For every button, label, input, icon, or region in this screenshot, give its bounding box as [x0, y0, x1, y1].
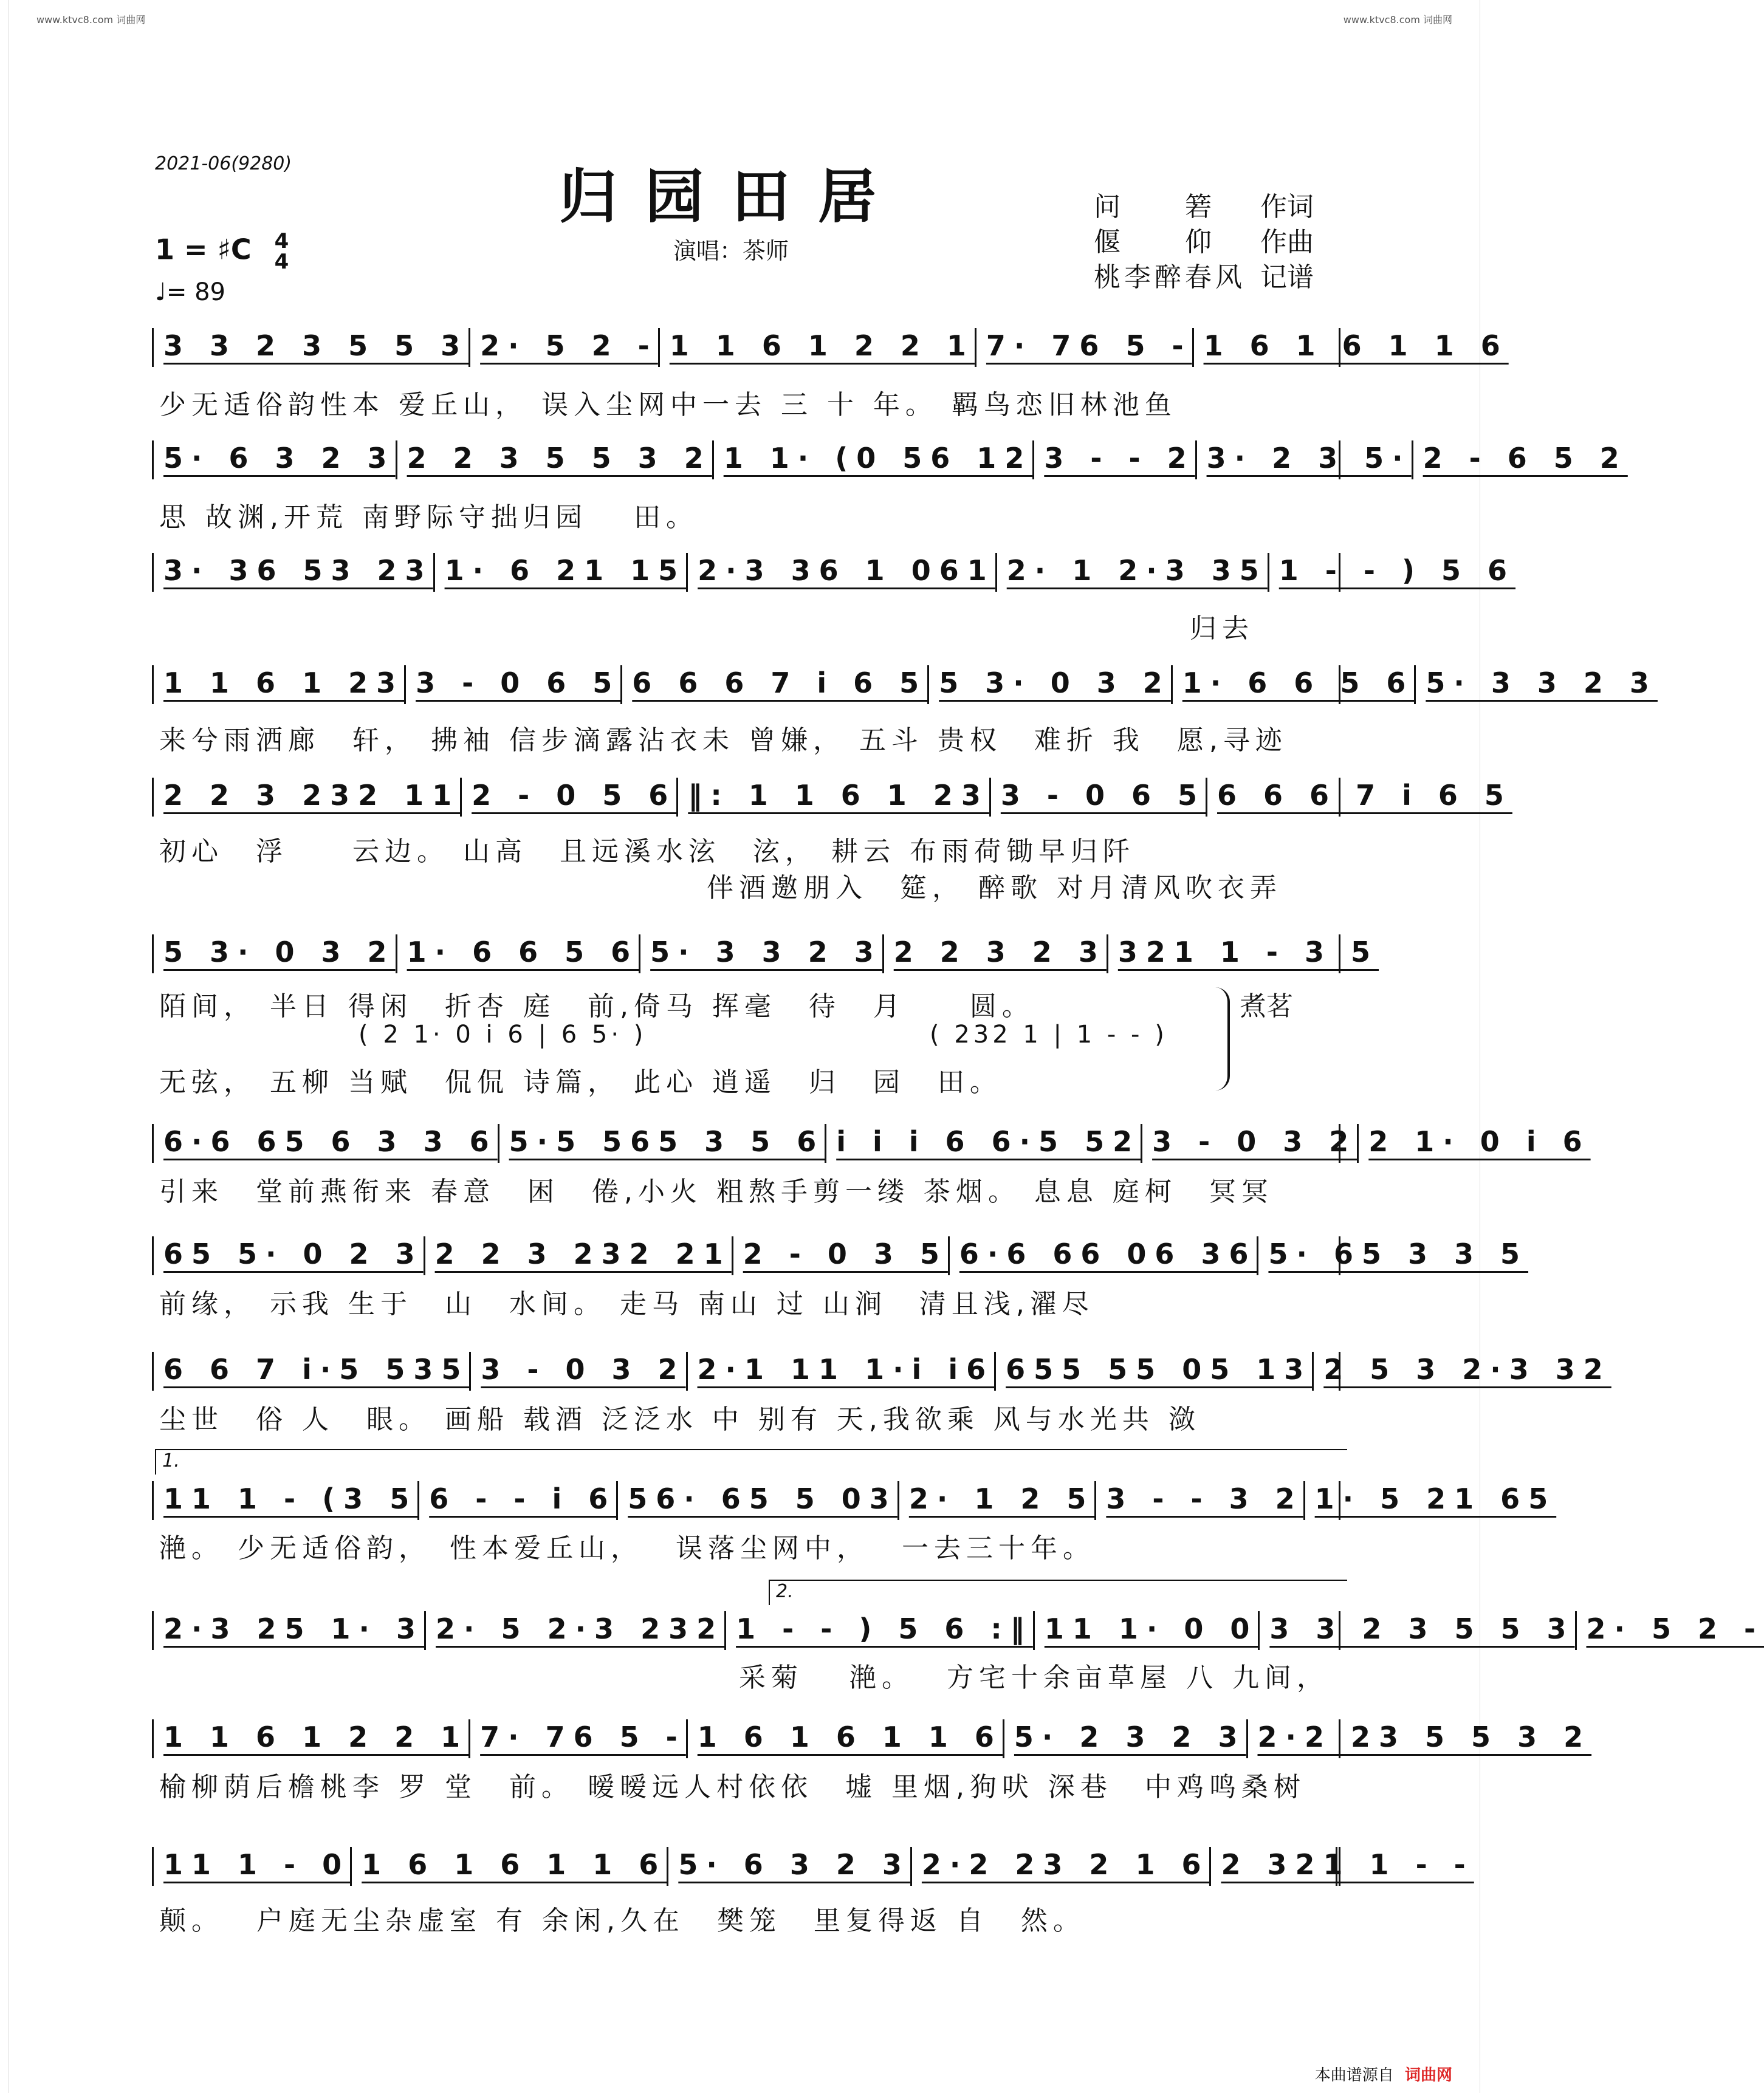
credit-name: 偃 仰: [1094, 227, 1215, 258]
measure: 3 - 0 6 5: [991, 778, 1207, 817]
key-signature: [155, 231, 289, 272]
measure: 6 6 6 7 i 6 5: [622, 665, 929, 704]
measure: 2· 5 2·3 232: [426, 1611, 726, 1650]
score-system: [152, 778, 1512, 817]
measure: 3 - - 3 2: [1096, 1481, 1305, 1520]
score-system: [152, 1236, 1529, 1275]
measure: 2· 1 2·3 35: [997, 553, 1269, 592]
measure: 2·1 11 1·i i6: [688, 1352, 997, 1391]
lyric-line: 陌间， 半日 得闲 折杏 庭 前,倚马 挥毫 待 月 圆。: [159, 991, 1034, 1022]
measure: 6 6 7 i·5 535: [154, 1352, 471, 1391]
measure: 5· 3 3 2 3: [1426, 666, 1658, 699]
measure: 1 6 1 6 1 1 6: [352, 1847, 668, 1886]
credit-lyrics: [1094, 190, 1314, 225]
measure: 3 - 0 3 2: [1142, 1124, 1359, 1163]
measure: 2· 1 2 5: [899, 1481, 1097, 1520]
footer-source: [1315, 2063, 1452, 2085]
song-title: 归园田居: [559, 162, 904, 231]
credits: [1094, 190, 1314, 295]
footer-text: 本曲谱源自: [1314, 2066, 1394, 2084]
side-lyric: 煮茗: [1240, 991, 1293, 1022]
measure: 5· 3 3 2 3: [640, 934, 884, 973]
score-system: [152, 1352, 1611, 1391]
measure: 11 1 - (3 5: [154, 1481, 419, 1520]
watermark-left: www.ktvc8.com 词曲网: [36, 14, 146, 26]
measure: 2 321 1 - -: [1221, 1848, 1474, 1881]
score-system: [152, 1719, 1592, 1758]
credit-name: 桃李醉春风: [1094, 262, 1246, 293]
credit-notation: [1094, 260, 1314, 295]
lyric-line: 尘世 俗 人 眼。 画船 载酒 泛泛水 中 别有 天,我欲乘 风与水光共 潋: [159, 1404, 1201, 1435]
measure: 65 5· 0 2 3: [154, 1236, 425, 1275]
measure: 11 1· 0 0: [1035, 1611, 1260, 1650]
measure: 7· 76 5 -: [976, 328, 1194, 367]
score-system: [152, 1124, 1591, 1163]
measure: 2 2 3 2 3: [884, 934, 1108, 973]
lyric-line: 初心 浮 云边。 山高 且远溪水泫 泫， 耕云 布雨荷锄早归阡: [159, 836, 1135, 867]
measure: 655 55 05 13: [996, 1352, 1314, 1391]
measure: 5·5 565 3 5 6: [499, 1124, 827, 1163]
measure: 3 - 0 6 5: [406, 665, 622, 704]
measure: 6 - - i 6: [419, 1481, 618, 1520]
lyric-line: 榆柳荫后檐桃李 罗 堂 前。 暧暧远人村依依 墟 里烟,狗吠 深巷 中鸡鸣桑树: [159, 1772, 1306, 1803]
volta-first-ending: 1.: [155, 1449, 1347, 1475]
credit-role: 作词: [1260, 191, 1314, 222]
measure: 2· 5 2 -: [470, 328, 660, 367]
measure: 6·6 65 6 3 3 6: [154, 1124, 499, 1163]
credit-role: 作曲: [1260, 227, 1314, 258]
watermark-right: www.ktvc8.com 词曲网: [1343, 14, 1452, 26]
lyric-line: 引来 堂前燕衔来 春意 困 倦,小火 粗熬手剪一缕 茶烟。 息息 庭柯 冥冥: [159, 1176, 1274, 1207]
measure: 11 1 - 0: [154, 1847, 352, 1886]
score-system: [152, 553, 1516, 592]
measure: 5· 6 3 2 3: [154, 440, 397, 479]
score-system: [152, 1611, 1764, 1650]
measure: 2 2 3 232 11: [154, 778, 462, 817]
measure: 1· 6 6 5 6: [397, 934, 641, 973]
left-margin-strip: [0, 0, 9, 2093]
measure: 1· 6 21 15: [435, 553, 688, 592]
right-margin-strip: [1480, 0, 1489, 2093]
volta-second-ending: 2.: [769, 1580, 1347, 1605]
measure: 2 5 3 2·3 32: [1323, 1353, 1611, 1386]
measure: 3· 2 3 5·: [1197, 440, 1413, 479]
time-denominator: 4: [274, 250, 289, 274]
measure: 2·3 25 1· 3: [154, 1611, 426, 1650]
measure: 1 6 1 6 1 1 6: [1203, 329, 1509, 362]
measure: 3 3 2 3 5 5 3: [1260, 1611, 1576, 1650]
measure: 5· 6 3 2 3: [668, 1847, 912, 1886]
lyric-line-verse2: 无弦， 五柳 当赋 侃侃 诗篇， 此心 逍遥 归 园 田。: [159, 1067, 1002, 1098]
measure: 56· 65 5 03: [618, 1481, 899, 1520]
measure: 1 - - ) 5 6 :‖: [726, 1611, 1035, 1650]
credit-name: 问 箬: [1094, 191, 1215, 222]
measure: 3 - - 2: [1034, 440, 1196, 479]
measure: 6 6 6 7 i 6 5: [1217, 779, 1512, 812]
tempo-marking: ♩= 89: [155, 278, 225, 306]
measure: 6·6 66 06 36: [950, 1236, 1259, 1275]
measure: 1 1 6 1 2 2 1: [154, 1719, 470, 1758]
lyric-line: 思 故渊,开荒 南野际守拙归园 田。: [159, 502, 698, 533]
measure: 1 6 1 6 1 1 6: [688, 1719, 1004, 1758]
measure: 5 3· 0 3 2: [154, 934, 397, 973]
verse-brace: [1215, 987, 1230, 1091]
measure: 3· 36 53 23: [154, 553, 435, 592]
lyric-line-verse2: 伴酒邀朋入 筵， 醉歌 对月清风吹衣弄: [159, 872, 1282, 903]
measure: 5· 65 3 3 5: [1268, 1238, 1529, 1270]
score-system: [152, 934, 1379, 973]
measure: 1 1 6 1 23: [154, 665, 406, 704]
time-numerator: 4: [274, 229, 289, 253]
interlude-a: ( 2 1· 0 i 6 | 6 5· ): [359, 1021, 647, 1049]
lyric-line: 颠。 户庭无尘杂虚室 有 余闲,久在 樊笼 里复得返 自 然。: [159, 1905, 1085, 1936]
measure: 2 - 0 3 5: [733, 1236, 950, 1275]
measure: 2 - 0 5 6: [462, 778, 678, 817]
score-system: [152, 1481, 1557, 1520]
score-system: [152, 328, 1509, 367]
measure: 1· 5 21 65: [1314, 1482, 1557, 1515]
score-system: [152, 440, 1628, 479]
measure: 7· 76 5 -: [470, 1719, 688, 1758]
score-system-final: [152, 1847, 1474, 1886]
measure: 2 1· 0 i 6: [1368, 1125, 1591, 1158]
interlude-b: ( 232 1 | 1 - - ): [930, 1021, 1168, 1049]
lyric-line: 来兮雨洒廊 轩， 拂袖 信步滴露沾衣未 曾嫌， 五斗 贵权 难折 我 愿,寻迹: [159, 725, 1288, 756]
measure: 2· 5 2 -: [1586, 1612, 1764, 1645]
time-signature: [275, 231, 289, 272]
measure: 321 1 - 3 5: [1117, 936, 1379, 968]
measure: 5· 2 3 2 3: [1004, 1719, 1248, 1758]
lyric-line: 归去: [159, 613, 1254, 644]
score-reference: 2021-06(9280): [155, 153, 292, 174]
credit-role: 记谱: [1260, 262, 1314, 293]
measure: 2·2 23 2 1 6: [912, 1847, 1212, 1886]
measure: 2 2 3 5 5 3 2: [397, 440, 714, 479]
measure: 5 3· 0 3 2: [929, 665, 1173, 704]
singer-line: 演唱：茶师: [673, 238, 789, 264]
measure: 3 3 2 3 5 5 3: [154, 328, 470, 367]
measure: 2·3 36 1 061: [688, 553, 997, 592]
measure: 3 - 0 3 2: [471, 1352, 687, 1391]
score-system: [152, 665, 1658, 704]
measure: 1 1· (0 56 12: [714, 440, 1035, 479]
credit-music: [1094, 225, 1314, 260]
measure: 2·2 23 5 5 3 2: [1257, 1721, 1592, 1753]
lyric-line: 采菊 滟。 方宅十余亩草屋 八 九间，: [159, 1662, 1329, 1693]
measure: 1 1 6 1 2 2 1: [660, 328, 976, 367]
lyric-line: 前缘， 示我 生于 山 水间。 走马 南山 过 山涧 清且浅,濯尽: [159, 1289, 1094, 1320]
measure: 1 - - ) 5 6: [1278, 554, 1516, 587]
measure: ‖: 1 1 6 1 23: [678, 778, 991, 817]
lyric-line: 滟。 少无适俗韵， 性本爱丘山， 误落尘网中， 一去三十年。: [159, 1533, 1095, 1564]
measure: i i i 6 6·5 52: [826, 1124, 1142, 1163]
lyric-line: 少无适俗韵性本 爱丘山， 误入尘网中一去 三 十 年。 羁鸟恋旧林池鱼: [159, 389, 1177, 420]
measure: 2 - 6 5 2: [1423, 442, 1628, 474]
key-label: 1 = ♯C: [155, 233, 252, 266]
footer-brand-link[interactable]: 词曲网: [1404, 2066, 1452, 2084]
measure: 2 2 3 232 21: [425, 1236, 733, 1275]
measure: 1· 6 6 5 6: [1173, 665, 1416, 704]
